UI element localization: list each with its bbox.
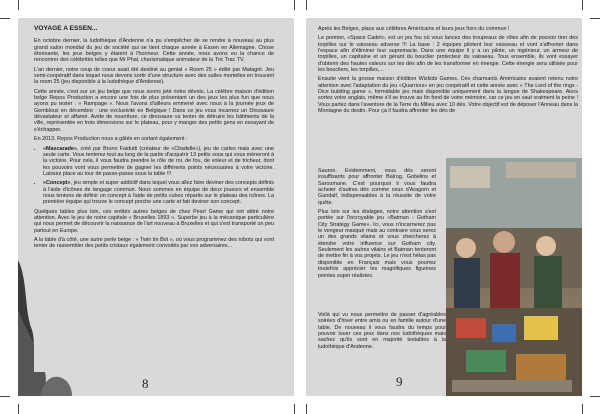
- game-list: [34, 146, 274, 206]
- trim-mark: [306, 0, 307, 10]
- paragraph: Après les Belges, place aux célèbres Américains et leurs jeux hors du commun !: [318, 26, 510, 32]
- right-article-bottom: [318, 312, 446, 353]
- paragraph: A la table d'à côté, une autre perle belge : « Twin tin Bot », où vous programmez des robots qui vont tenter de rassembler des petits cristaux également convoités par vos adversaires...: [34, 236, 274, 250]
- list-item: [43, 146, 274, 178]
- trim-mark: [582, 404, 583, 414]
- trim-mark: [294, 404, 295, 414]
- game-description: , créé par Bruno Faidutti (créateur de «Citadelle»), jeu de cartes mais avec une seule carte. Vous tenterez tout au long de la partie d'acquérir 13 petits sous qui vous mèneront à la victoire. Pour cela, il vous faudra prendre le rôle de roi, de fou, de voleur et de tricheur, dont les pouvoirs vont vous permettre de gagner les différents points nécessaires à votre victoire. Laissez place au tour de passe-passe sous la table !!!: [43, 145, 274, 177]
- paragraph: Plus loin sur les étalages, notre attention s'est portée sur l'incroyable jeu «Batman - Gotham City Strategy Game». Ici, vous n'incarnerez pas le vengeur masqué mais au contraire vous serez un des grands vilains et vous chercherez à étendre votre influence sur Gotham city. Seulement les autres vilains et Batman tenteront de mettre fin à vos projets. Le jeu n'est hélas pas disponible en Français mais vous pourrez toutefois apprécier les magnifiques figurines peintes super réalistes.: [318, 209, 436, 279]
- crowd-illustration: [446, 158, 582, 396]
- trim-mark: [18, 0, 19, 10]
- trim-mark: [294, 0, 295, 10]
- page-number: 9: [396, 374, 403, 389]
- game-title: «Mascarade»: [43, 145, 77, 152]
- trim-mark: [306, 404, 307, 414]
- trim-mark: [0, 18, 10, 19]
- fair-photo: [446, 158, 582, 396]
- paragraph: Sauron. Evidemment, vous dés seront insuffisants pour affronter Balrog, Gobelins et Saroumane. C'est pourquoi il vous faudra acheter d'autres dés comme ceux d'Aragorn et Gandalf, indispensables à la réussite de votre quête.: [318, 168, 436, 206]
- paragraph: L'an dernier, notre coup de coeur avait été destiné au genial « Room 25 » édité par Matagot. Jeu semi-coopératif dans lequel nous devons sortir d'une structure avec des salles mortelles en trouvant la room 25 (jeu disponible à la ludothèque d'Andenne).: [34, 66, 274, 86]
- game-description: , jeu simple et super addictif dans lequel vous allez faire deviner des concepts définis à l'aide d'icônes de langage commun. Nous sommes en équipe de deux joueurs et ensemble nous tentons de définir un concept à l'aide de petits cubes répartis sur le plateau des icônes. La première équipe qui trouve le concept proche une carte et fait deviner son concept.: [43, 180, 274, 206]
- paragraph: Quelques tables plus loin, ces entités autres belges de chez Pearl Game qui ont attiré notre attention. Avec le jeu de notre capitale « Bruxelles 1893 ». Superbe jeu à la mécanique particulière qui nous permet de découvrir la naissance de l'art nouveau à Bruxelles et qui s'est transporté un peu partout en Europe.: [34, 208, 274, 234]
- trim-mark: [18, 404, 19, 414]
- left-article: [34, 26, 274, 372]
- paragraph: Cette année, c'est sur un jeu belge que nous avons jeté notre dévolu. La célèbre maison d'édition belge Repos Production a encore une fois de plus présentant un des jeux les plus fun que nous ayons pu tester : « Rampage ». Nous l'avons d'ailleurs emmené avec nous à la journée jeux de Gembloux en décembre : une exclusivité en Belgique ! Dans ce jeu vous incarnez un Dinosaure dévastateur et affamé. Avide de nourriture, ce dinosaure va tenter de détruire les bâtiments de la ville, représentée en trois dimensions sur le plateau, pour y manger des petits gens en essayant de s'échapper.: [34, 88, 274, 133]
- paragraph: En 2013, Repos Production nous a gâtés en sortant également :: [34, 136, 188, 143]
- page-gutter: [294, 18, 306, 396]
- paragraph: Ensuite vient la grosse maison d'édition Wizkids Games. Ces charmants Américains avaient retenu notre attention avec l'adaptation du jeu «Quarriors» en jeu coopératif et cette année avec « The Lord of the rings - Dice building game », formidable jeu mais disponible uniquement dans la langue de Shakespeare. Alors sortez votre anglais, même s'il se trouve au fin fond de votre mémoire, car ce jeu en vaut vraiment la peine ! Vous partez dans l'aventure de la Terre du Milieu avec 10 dés. Votre objectif est de déposer l'Anneau dans la Montagne du destin. Pour ça il faudra affronter les dés de: [318, 76, 578, 115]
- paragraph: Voilà qui vu nous permettre de passer d'agréables soirées d'hiver entre amis ou en famille autour d'une table. De nouveau il vous faudra du temps pour pouvoir louer ces jeux dans nos ludothèques mais sachez qu'ils sont en majorité testables à la ludothèque d'Andenne.: [318, 312, 446, 350]
- right-article-top: [318, 26, 578, 117]
- game-title: «Concept»: [43, 180, 71, 187]
- trim-mark: [582, 0, 583, 10]
- paragraph: Le premier, «Space Cadet», est un jeu fou où vous lancez des troupeaux de rôles afin de pouvoir tirer des torpilles sur le vaisseau adverse !!! La base : 2 équipes pilotent leur vaisseau et vont s'affronter dans l'espace afin d'éliminer leur supremacie. Dans une équipe il y a un pilote, un ingénieur, un armeur de torpilles, un capitaine et un gérant du bouclier protecteur du vaisseau. Tous ensemble, ils vont essayer d'obtenir des hautes valeurs sur les dés afin de les transformer en énergie. Cette énergie sera utilisée pour les boucliers, les torpilles,...: [318, 35, 578, 74]
- trim-mark: [0, 396, 10, 397]
- trim-mark: [590, 396, 600, 397]
- article-heading: VOYAGE A ESSEN...: [34, 25, 98, 32]
- trim-mark: [590, 18, 600, 19]
- paragraph: En octobre dernier, la ludothèque d'Andenne n'a pu s'empêcher de se rendre à nouveau au plus grand salon mondial du jeu de société qui se tient chaque année à Essen en Allemagne. Chose étonnante, les jeux belges y étaient à l'honneur. Cette année, nous avons eu la chance de rencontrer des célébrités telles que Mr Phal, charismatique animateur de la Tric Trac TV.: [34, 38, 274, 64]
- list-item: [43, 180, 274, 205]
- right-article-column: [318, 168, 436, 282]
- page-number: 8: [142, 376, 149, 391]
